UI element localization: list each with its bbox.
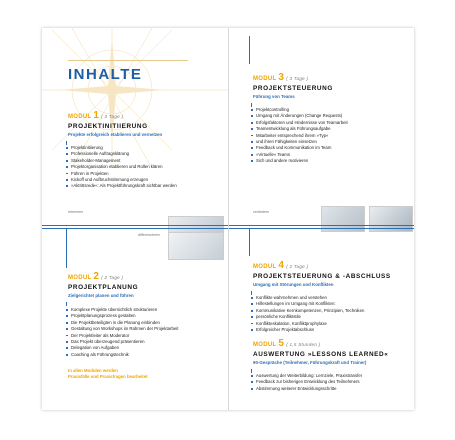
list-item: Konflikte wahrnehmen und verstehen [251,295,364,301]
list-item: Abstimmung weiterer Entwicklungsschritte [251,386,362,392]
modul-3-title: PROJEKTSTEUERUNG [253,85,333,92]
list-item: Komplexe Projekte übersichtlich strukturieren [66,307,178,313]
caption-differenzieren: differenzieren [138,233,160,237]
list-item: »Aktrittsrede«: Als Projektführungskraft sichtbar werden [66,183,177,189]
side-marker [249,36,250,64]
list-item: Kickoff und Aufbruchstimmung erzeugen [66,177,177,183]
list-item: Der Projektleiter als Moderator [66,333,178,339]
list-item: Feedback und Kommunikation im Team [251,145,348,151]
modul-2-marker [66,302,67,306]
modul-2-subtitle: Zielgerichtet planen und führen [68,293,134,298]
caption-veraendern: verändern [253,210,270,214]
modul-1-list [66,145,177,190]
photo-image [168,232,224,260]
list-item: Projektcontrolling [251,107,348,113]
modul-4-list [251,295,364,333]
page-title: INHALTE [68,66,143,83]
divider-line [42,225,228,226]
modul-2-label: MODUL 2 ( 2 Tage ) [68,271,124,282]
brochure-spread [42,28,414,410]
list-item: »Virtuelle« Teams [251,152,348,158]
top-rule [68,60,188,61]
list-item: Projektorganisation etablieren und Rollen klären [66,164,177,170]
divider-line [229,228,414,229]
list-item: Erfolgreicher Projektabschluss [251,327,364,333]
modul-5-subtitle: 90-Gespräche (Teilnehmer, Führungskraft und Trainer) [253,360,367,365]
right-page [228,28,414,410]
list-item: Stakeholder-Management [66,158,177,164]
modul-5-label: MODUL 5 ( 1,5 Stunden ) [253,338,321,349]
list-item: Das Projekt überzeugend präsentieren [66,339,178,345]
list-item: Feedback zur bisherigen Entwicklung des Teilnehmers [251,379,362,385]
list-item: Projektinitiierung [66,145,177,151]
list-item: persönliche Konfliktstile [251,314,364,320]
modul-4-subtitle: Umgang mit Störungen und Konflikten [253,282,334,287]
modul-4-title: PROJEKTSTEUERUNG & -ABSCHLUSS [253,273,391,280]
modul-3-label: MODUL 3 ( 3 Tage ) [253,72,309,83]
side-marker [249,228,250,256]
modul-5-list [251,373,362,392]
modul-1-label: MODUL 1 ( 3 Tage ) [68,110,124,121]
list-item: Die Projektbeteiligten in die Planung einbinden [66,320,178,326]
list-item: Mitarbeiter entsprechend ihrem »Typ« [251,133,348,139]
modul-2-title: PROJEKTPLANUNG [68,284,139,291]
list-item: und ihren Fähigkeiten einsetzen [251,139,348,145]
modul-1-title: PROJEKTINITIIERUNG [68,123,148,130]
list-item: Projektplanungsprozess gestalten [66,313,178,319]
practice-note: In allen Modulen werden Praxisfälle und Praxisfragen bearbeitet [68,368,148,379]
left-page [42,28,228,410]
caption-erkennen: erkennen [68,210,83,214]
modul-1-subtitle: Projekte erfolgreich etablieren und vernetzen [68,132,163,137]
list-item: Umgang mit Änderungen (Change Requests) [251,113,348,119]
modul-3-list [251,107,348,165]
divider-line [42,228,228,229]
list-item: Kommunikative Kernkompetenzen, Prinzipien, Techniken [251,308,364,314]
list-item: Delegation von Aufgaben [66,345,178,351]
list-item: Gestaltung von Workshops im Rahmen der Projektarbeit [66,326,178,332]
list-item: Hilfestellungen im Umgang mit Konflikten: [251,301,364,307]
modul-5-title: AUSWERTUNG »LESSONS LEARNED« [253,351,389,358]
list-item: Coaching als Führungstechnik [66,352,178,358]
list-item: Erfolgsfaktoren und Hindernisse von Teamarbeit [251,120,348,126]
modul-4-label: MODUL 4 ( 2 Tage ) [253,260,309,271]
side-marker [66,228,67,268]
modul-2-list [66,307,178,358]
list-item: Konflikteskalation, Konfliktprophylaxe [251,321,364,327]
list-item: Sich und andere motivieren [251,158,348,164]
modul-3-subtitle: Führung von Teams [253,94,295,99]
list-item: Professionelle Auftragsklärung [66,151,177,157]
divider-line [229,225,414,226]
list-item: Führen in Projekten [66,171,177,177]
list-item: Teamentwicklung als Führungsaufgabe [251,126,348,132]
list-item: Auswertung der Weiterbildung: Lernziele, Praxistransfer [251,373,362,379]
